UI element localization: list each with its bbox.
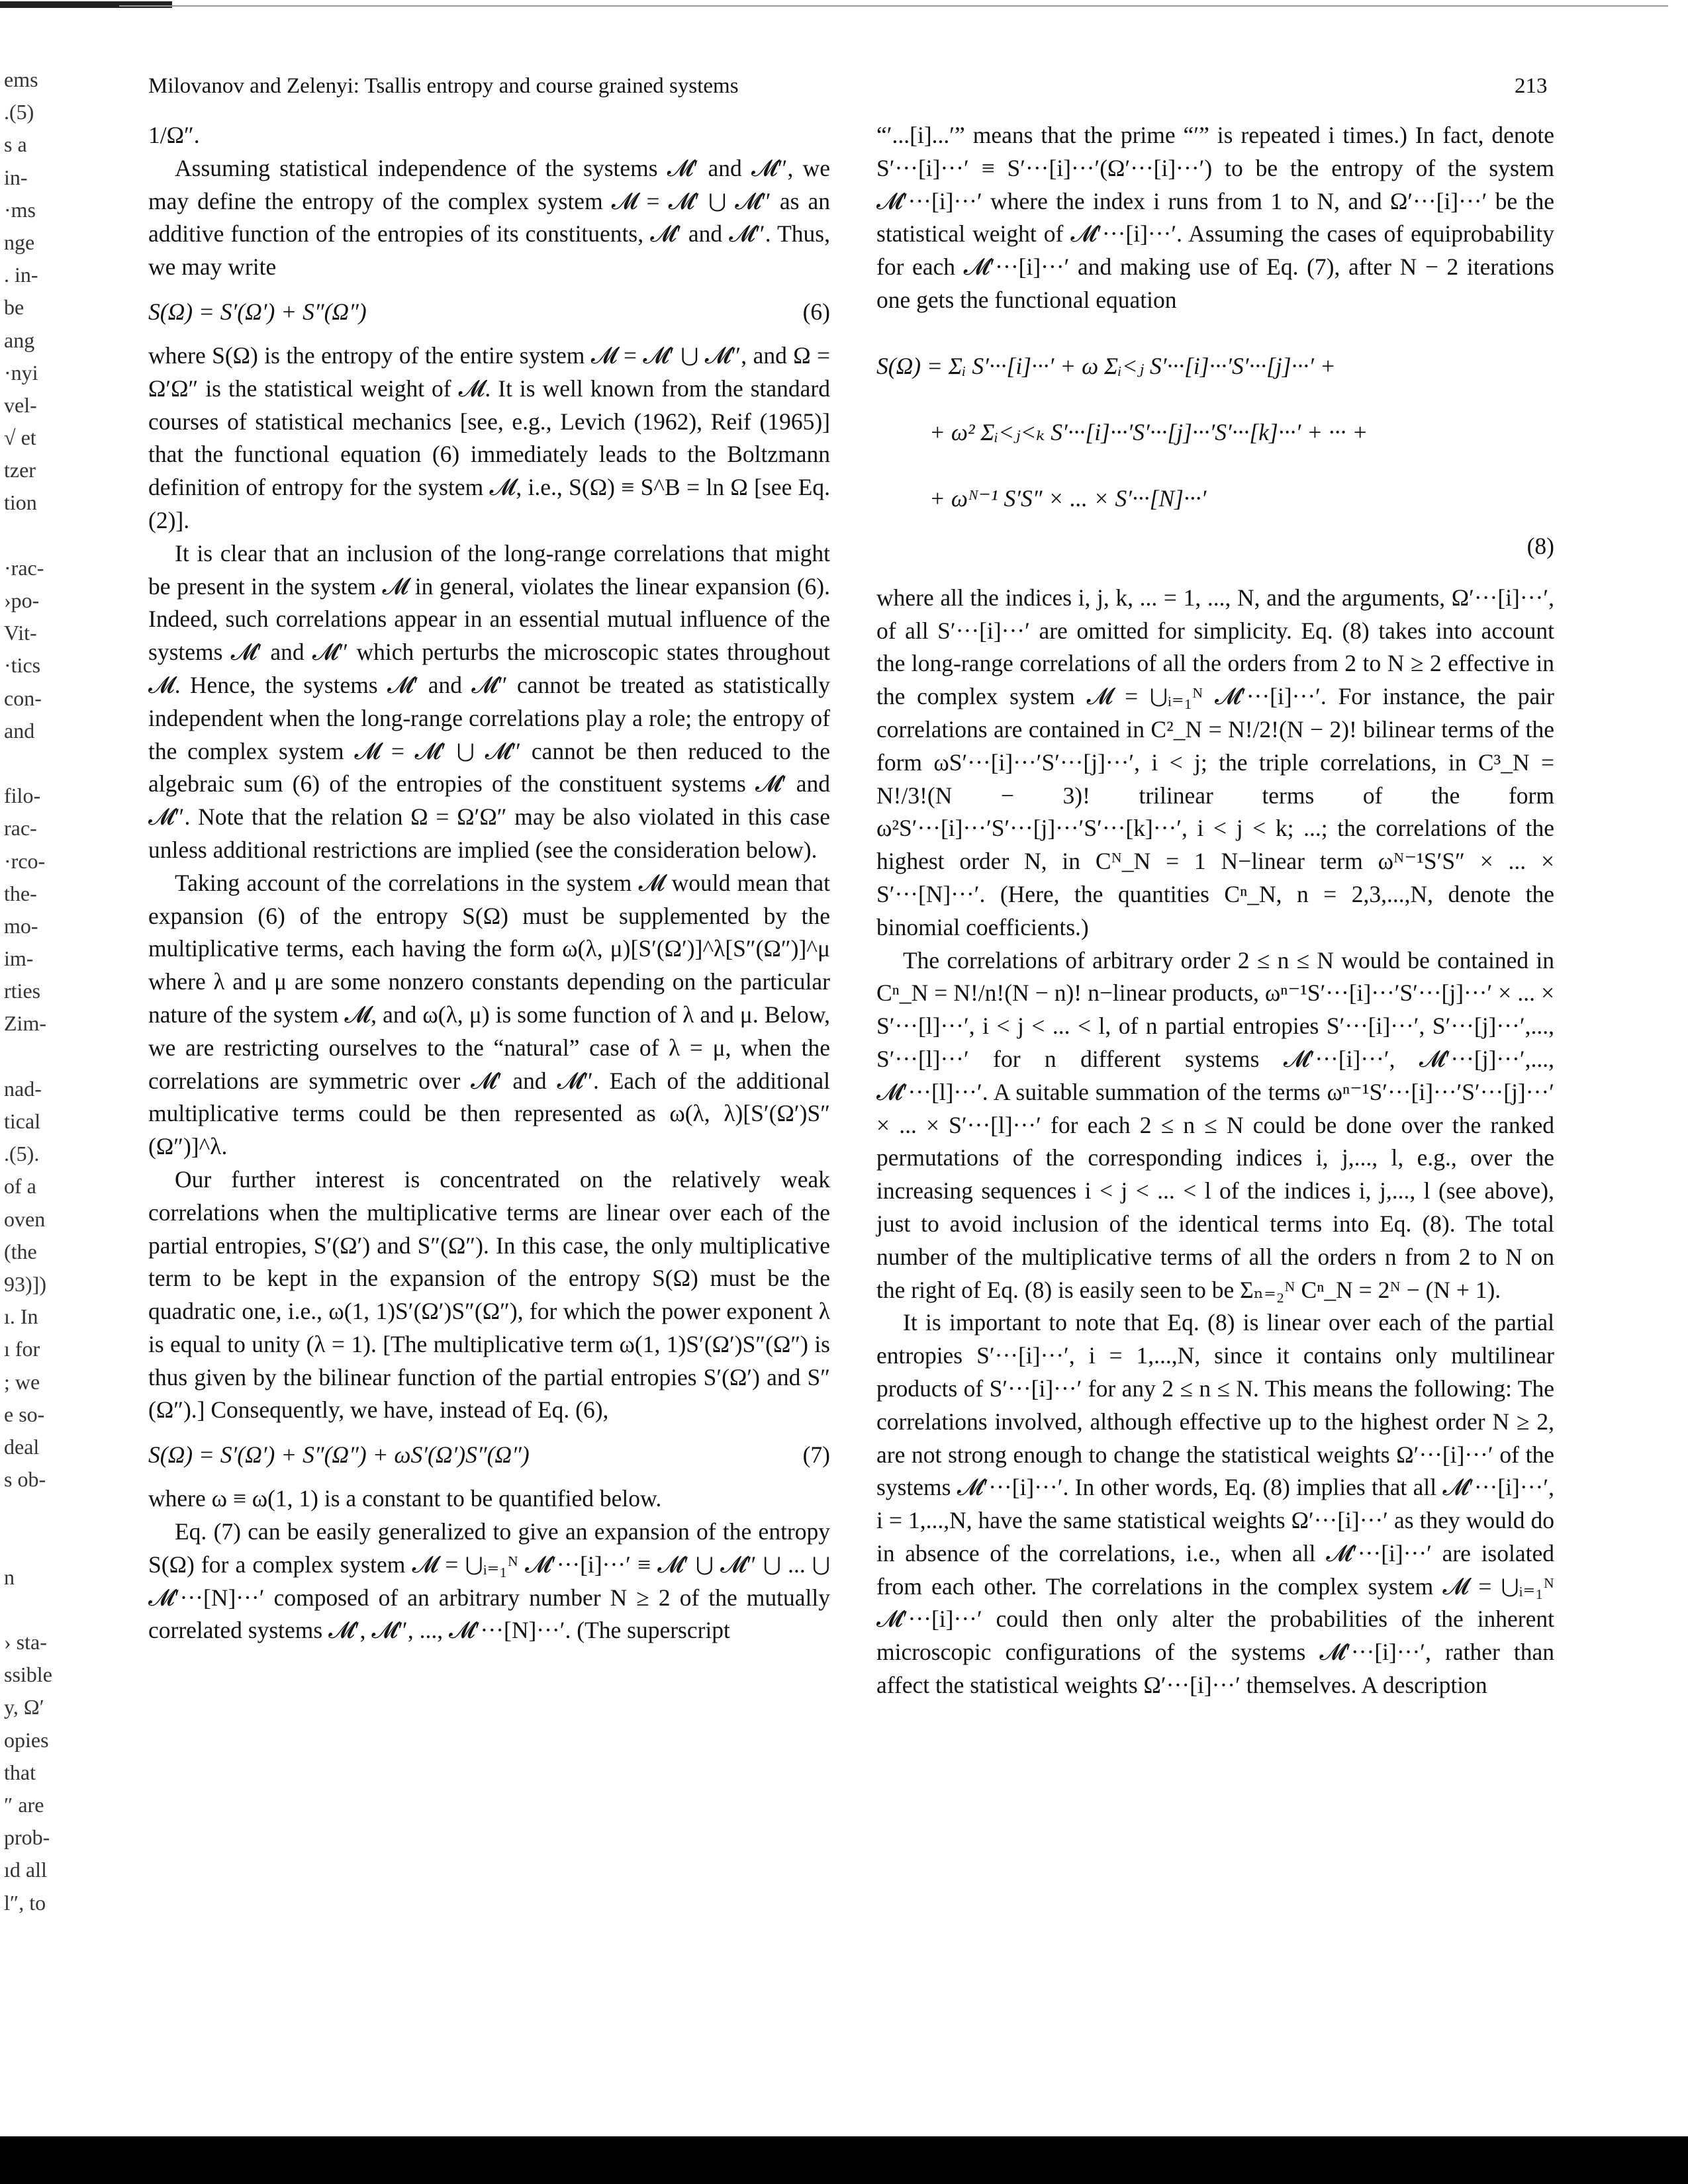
right-column xyxy=(876,119,1554,1702)
margin-fragment: be xyxy=(4,295,24,320)
margin-fragment xyxy=(4,1594,58,1626)
margin-fragment: . in- xyxy=(4,263,38,287)
paragraph: Our further interest is concentrated on the relatively weak correlations when the multiplicative terms are linear over each of the partial entropies, S′(Ω′) and S″(Ω″). In this case, the only multiplicative term to be kept in the expansion of the entropy S(Ω) must be the quadratic one, i.e., ω(1, 1)S′(Ω′)S″(Ω″), for which the power exponent λ is equal to unity (λ = 1). [The multiplicative term ω(1, 1)S′(Ω′)S″(Ω″) is thus given by the bilinear function of the partial entropies S′(Ω′) and S″(Ω″).] Consequently, we have, instead of Eq. (6), xyxy=(148,1165,830,1424)
margin-fragment: › sta- xyxy=(4,1630,47,1654)
margin-fragment: ı. In xyxy=(4,1304,38,1329)
equation-7 xyxy=(148,1431,830,1479)
margin-fragment: nge xyxy=(4,230,35,254)
margin-fragment: ·rco- xyxy=(4,848,46,873)
margin-fragment: deal xyxy=(4,1434,40,1459)
scan-line xyxy=(119,5,1668,7)
margin-fragment: n xyxy=(4,1565,15,1589)
margin-fragment: rac- xyxy=(4,816,37,841)
paragraph: “′...[i]...′” means that the prime “′” is repeated i times.) In fact, denote S′···[i]···′ ≡ S′···[i]···′(Ω′···[i]···′) to be the entropy of the system 𝓜′···[i]···′ where the index i runs from 1 to N, and Ω′···[i]···′ be the statistical weight of 𝓜′···[i]···′. Assuming the cases of equiprobability for each 𝓜′···[i]···′ and making use of Eq. (7), after N − 2 iterations one gets the functional equation xyxy=(876,122,1554,313)
paragraph: The correlations of arbitrary order 2 ≤ n ≤ N would be contained in Cⁿ_N = N!/n!(N − n)! n−linear products, ωⁿ⁻¹S′···[i]···′S′···[j]···′ × ... × S′···[l]···′, i < j < ... < l, of n partial entropies S′···[i]···′, S′···[j]···′,..., S′···[l]···′ for n different systems 𝓜′···[i]···′, 𝓜′···[j]···′,..., 𝓜′···[l]···′. A suitable summation of the terms ωⁿ⁻¹S′···[i]···′S′···[j]···′ × ... × S′···[l]···′ for each 2 ≤ n ≤ N could be done over the ranked permutations of the corresponding indices i, j,..., l, e.g., over the increasing sequences i < j < ... < l of the indices i, j,..., l (see above), just to avoid inclusion of the identical terms into Eq. (8). The total number of the multiplicative terms of all the orders n from 2 to N on the right of Eq. (8) is easily seen to be Σₙ₌₂ᴺ Cⁿ_N = 2ᴺ − (N + 1). xyxy=(876,946,1554,1303)
margin-fragment: l″, to xyxy=(4,1890,46,1915)
margin-fragment: ıd all xyxy=(4,1858,47,1882)
margin-fragment: s ob- xyxy=(4,1467,46,1492)
left-column xyxy=(148,119,830,1647)
margin-fragment: of a xyxy=(4,1174,36,1199)
margin-fragment: Vit- xyxy=(4,621,37,645)
margin-fragment: mo- xyxy=(4,913,38,938)
paragraph: Eq. (7) can be easily generalized to give an expansion of the entropy S(Ω) for a complex system 𝓜 = ⋃ᵢ₌₁ᴺ 𝓜′···[i]···′ ≡ 𝓜′ ⋃ 𝓜″ ⋃ ... ⋃ 𝓜′···[N]···′ composed of an arbitrary number N ≥ 2 of the mutually correlated systems 𝓜′, 𝓜″, ..., 𝓜′···[N]···′. (The superscript xyxy=(148,1518,830,1644)
equation-line: S(Ω) = Σᵢ S′···[i]···′ + ω Σᵢ<ⱼ S′···[i]···′S′···[j]···′ + xyxy=(876,352,1336,379)
margin-fragment: Zim- xyxy=(4,1011,46,1036)
margin-fragment: ″ are xyxy=(4,1792,44,1817)
margin-fragment: (the xyxy=(4,1239,37,1263)
page-number: 213 xyxy=(1515,74,1548,98)
margin-fragment: opies xyxy=(4,1727,49,1752)
scan-mark xyxy=(0,1,172,8)
margin-fragment: ·rac- xyxy=(4,555,44,580)
paragraph: where all the indices i, j, k, ... = 1, ..., N, and the arguments, Ω′···[i]···′, of all S′···[i]···′ are omitted for simplicity. Eq. (8) takes into account the long-range correlations of all the orders from 2 to N ≥ 2 effective in the complex system 𝓜 = ⋃ᵢ₌₁ᴺ 𝓜′···[i]···′. For instance, the pair correlations are contained in C²_N = N!/2!(N − 2)! bilinear terms of the form ωS′···[i]···′S′···[j]···′, i < j; the triple correlations, in C³_N = N!/3!(N − 3)! trilinear terms of the form ω²S′···[i]···′S′···[j]···′S′···[k]···′, i < j < k; ...; the correlations of the highest order N, in Cᴺ_N = 1 N−linear term ωᴺ⁻¹S′S″ × ... × S′···[N]···′. (Here, the quantities Cⁿ_N, n = 2,3,...,N, denote the binomial coefficients.) xyxy=(876,584,1554,940)
paragraph: Assuming statistical independence of the systems 𝓜′ and 𝓜″, we may define the entropy of the complex system 𝓜 = 𝓜′ ⋃ 𝓜″ as an additive function of the entropies of its constituents, 𝓜′ and 𝓜″. Thus, we may write xyxy=(148,154,830,281)
margin-fragment: tion xyxy=(4,490,37,515)
margin-fragment xyxy=(4,747,58,780)
equation-body: S(Ω) = S′(Ω′) + S″(Ω″) xyxy=(148,298,367,325)
paragraph: It is clear that an inclusion of the long-range correlations that might be present in the system 𝓜 in general, violates the linear expansion (6). Indeed, such correlations appear in an essential mutual influence of the systems 𝓜′ and 𝓜″ which perturbs the microscopic states throughout 𝓜. Hence, the systems 𝓜′ and 𝓜″ cannot be treated as statistically independent when the long-range correlations play a role; the entropy of the complex system 𝓜 = 𝓜′ ⋃ 𝓜″ cannot be then reduced to the algebraic sum (6) of the entropies of the constituent systems 𝓜′ and 𝓜″. Note that the relation Ω = Ω′Ω″ may be also violated in this case unless additional restrictions are implied (see the consideration below). xyxy=(148,539,830,863)
margin-fragment: ssible xyxy=(4,1662,52,1687)
equation-6 xyxy=(148,288,830,336)
paragraph: It is important to note that Eq. (8) is linear over each of the partial entropies S′···[i]···′, i = 1,...,N, since it contains only multilinear products of S′···[i]···′ for any 2 ≤ n ≤ N. This means the following: The correlations involved, although effective up to the highest order N ≥ 2, are not strong enough to change the statistical weights Ω′···[i]···′ of the systems 𝓜′···[i]···′. In other words, Eq. (8) implies that all 𝓜′···[i]···′, i = 1,...,N, have the same statistical weights Ω′···[i]···′ as they would do in absence of the correlations, i.e., when all 𝓜′···[i]···′ are isolated from each other. The correlations in the complex system 𝓜 = ⋃ᵢ₌₁ᴺ 𝓜′···[i]···′ could then only alter the probabilities of the inherent microscopic configurations of the systems 𝓜′···[i]···′, rather than affect the statistical weights Ω′···[i]···′ themselves. A description xyxy=(876,1309,1554,1699)
margin-fragment: the- xyxy=(4,881,37,905)
margin-fragment: tzer xyxy=(4,458,36,482)
margin-fragment xyxy=(4,1528,58,1561)
margin-fragment: ı for xyxy=(4,1337,40,1361)
margin-fragment xyxy=(4,520,58,552)
previous-page-margin-fragments xyxy=(4,64,58,1919)
paragraph: 1/Ω″. xyxy=(148,122,200,148)
scan-artifact-bottom-bar xyxy=(0,2136,1688,2184)
margin-fragment: vel- xyxy=(4,392,37,417)
margin-fragment: ang xyxy=(4,328,35,352)
margin-fragment: ›po- xyxy=(4,588,40,612)
margin-fragment xyxy=(4,1496,58,1528)
margin-fragment: y, Ω′ xyxy=(4,1695,44,1719)
paragraph: where S(Ω) is the entropy of the entire system 𝓜 = 𝓜′ ⋃ 𝓜″, and Ω = Ω′Ω″ is the statistical weight of 𝓜. It is well known from the standard courses of statistical mechanics [see, e.g., Levich (1962), Reif (1965)] that the functional equation (6) immediately leads to the Boltzmann definition of entropy for the system 𝓜, i.e., S(Ω) ≡ S^B = ln Ω [see Eq. (2)]. xyxy=(148,341,830,533)
equation-line: + ω² Σᵢ<ⱼ<ₖ S′···[i]···′S′···[j]···′S′···[k]···′ + ··· + xyxy=(929,418,1368,445)
margin-fragment: oven xyxy=(4,1206,46,1231)
margin-fragment: ·ms xyxy=(4,197,36,222)
paragraph: Taking account of the correlations in the system 𝓜 would mean that expansion (6) of the entropy S(Ω) must be supplemented by the multiplicative terms, each having the form ω(λ, μ)[S′(Ω′)]^λ[S″(Ω″)]^μ where λ and μ are some nonzero constants depending on the particular nature of the system 𝓜, and ω(λ, μ) is some function of λ and μ. Below, we are restricting ourselves to the “natural” case of λ = μ, when the correlations are symmetric over 𝓜′ and 𝓜″. Each of the additional multiplicative terms could be then represented as ω(λ, λ)[S′(Ω′)S″(Ω″)]^λ. xyxy=(148,869,830,1160)
margin-fragment: prob- xyxy=(4,1825,50,1850)
margin-fragment: ·nyi xyxy=(4,360,38,385)
margin-fragment: s a xyxy=(4,132,27,157)
margin-fragment: 93)]) xyxy=(4,1271,46,1296)
paragraph: where ω ≡ ω(1, 1) is a constant to be quantified below. xyxy=(148,1485,662,1512)
margin-fragment: ·tics xyxy=(4,653,41,678)
margin-fragment: ; we xyxy=(4,1369,40,1394)
margin-fragment: filo- xyxy=(4,784,41,808)
margin-fragment: e so- xyxy=(4,1402,45,1426)
equation-body: S(Ω) = S′(Ω′) + S″(Ω″) + ωS′(Ω′)S″(Ω″) xyxy=(148,1441,530,1469)
margin-fragment: rties xyxy=(4,979,41,1003)
scan-artifact-top xyxy=(0,0,1688,17)
equation-number: (8) xyxy=(1526,532,1554,559)
margin-fragment: .(5). xyxy=(4,1142,40,1166)
margin-fragment: that xyxy=(4,1760,36,1784)
running-title: Milovanov and Zelenyi: Tsallis entropy and course grained systems xyxy=(148,74,739,98)
margin-fragment: and xyxy=(4,718,35,743)
margin-fragment: in- xyxy=(4,165,28,189)
margin-fragment: √ et xyxy=(4,426,36,450)
margin-fragment: .(5) xyxy=(4,100,34,124)
margin-fragment: tical xyxy=(4,1109,41,1133)
margin-fragment: im- xyxy=(4,946,34,971)
equation-line: + ωᴺ⁻¹ S′S″ × ... × S′···[N]···′ xyxy=(929,484,1207,512)
equation-number: (7) xyxy=(802,1441,830,1469)
margin-fragment: ems xyxy=(4,68,38,91)
margin-fragment: nad- xyxy=(4,1076,42,1101)
equation-number: (6) xyxy=(802,298,830,325)
margin-fragment xyxy=(4,1040,58,1073)
margin-fragment: con- xyxy=(4,686,42,710)
equation-8 xyxy=(876,324,1554,575)
